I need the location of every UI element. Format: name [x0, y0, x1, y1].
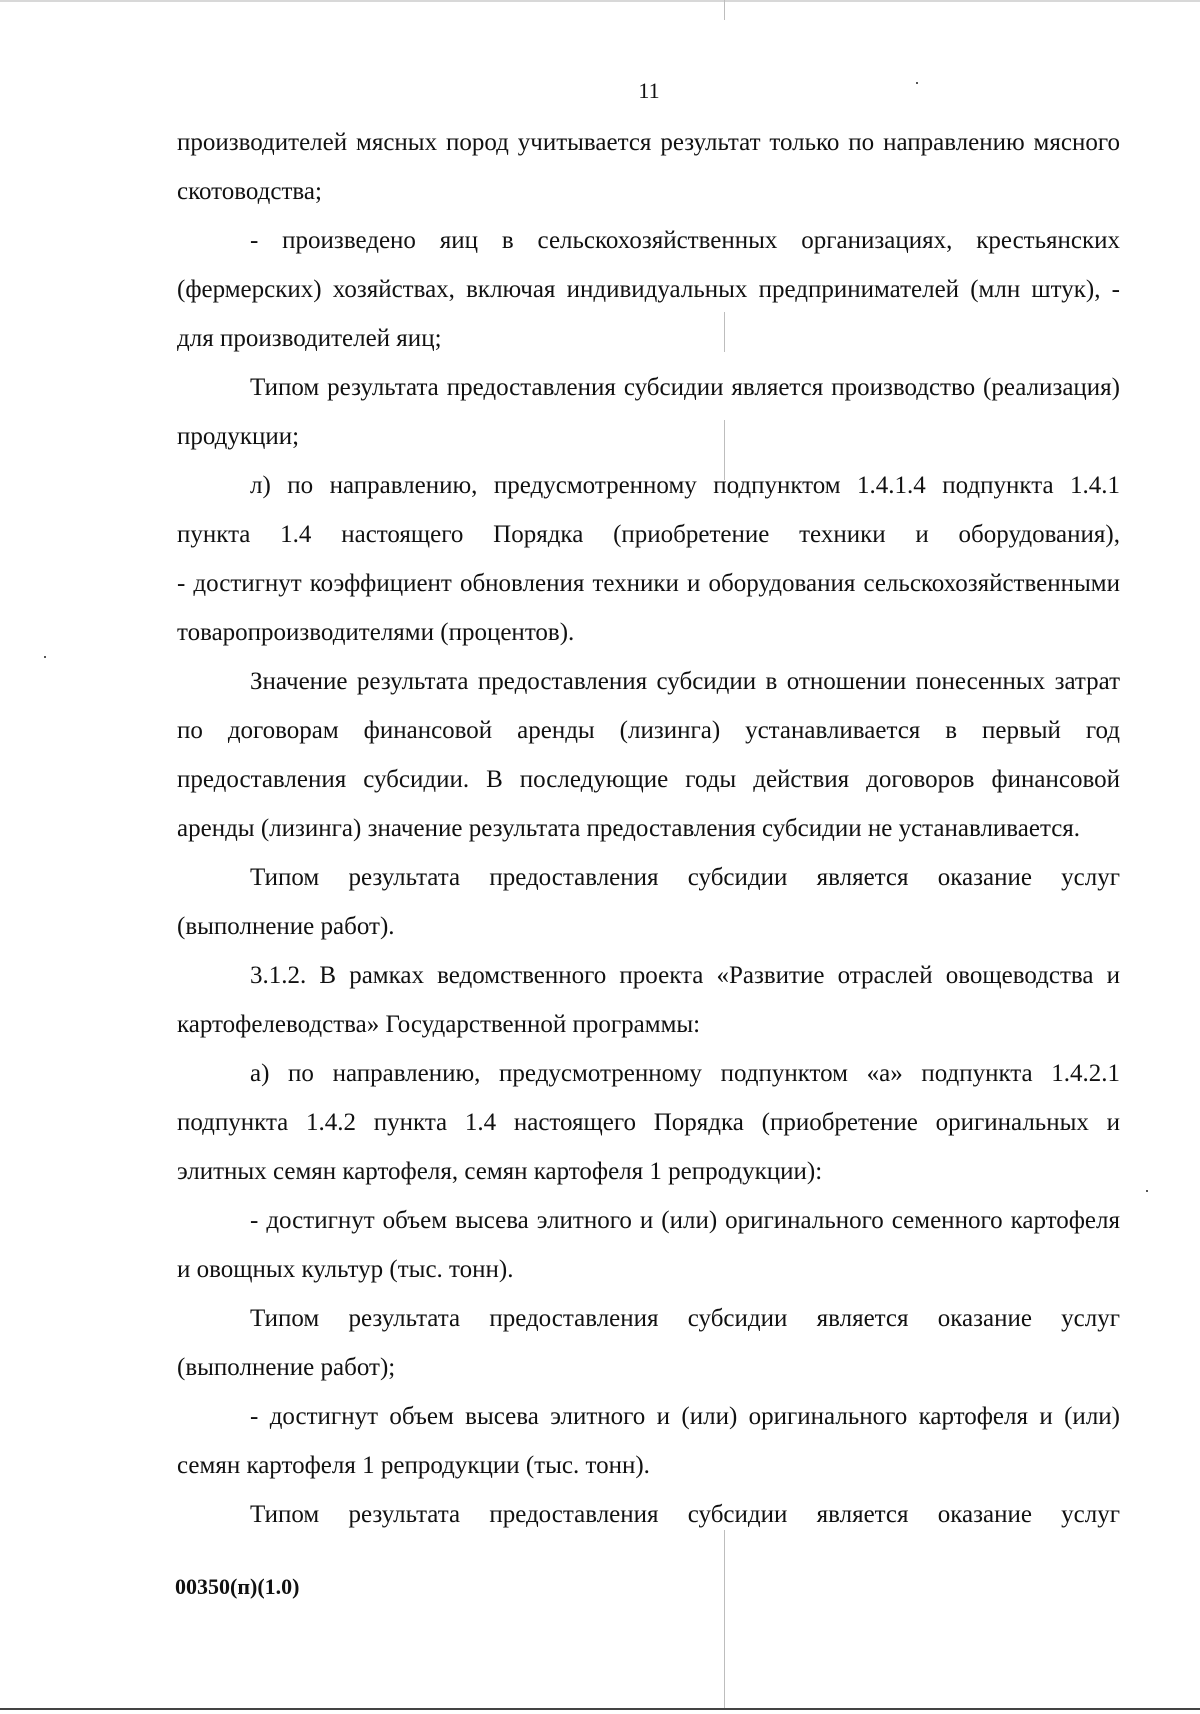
- paragraph: производителей мясных пород учитывается результат только по направлению мясного скотоводства;: [177, 129, 1120, 205]
- paragraph: - достигнут объем высева элитного и (или) оригинального картофеля и (или) семян картофеля 1 репродукции (тыс. тонн).: [177, 1403, 1120, 1479]
- paragraph: Типом результата предоставления субсидии является производство (реализация) продукции;: [177, 374, 1120, 450]
- document-code: 00350(п)(1.0): [175, 1574, 300, 1599]
- page-number: 11: [638, 78, 660, 103]
- scan-speck: [44, 656, 46, 658]
- paragraph: - произведено яиц в сельскохозяйственных организациях, крестьянских (фермерских) хозяйствах, включая индивидуальных предпринимателей (млн штук), - для производителей яиц;: [177, 227, 1120, 352]
- scan-fold-mark: [724, 1530, 725, 1710]
- scan-edge-top: [0, 0, 1200, 2]
- paragraph: Типом результата предоставления субсидии является оказание услуг (выполнение работ);: [177, 1305, 1120, 1381]
- scan-edge-bottom: [0, 1708, 1200, 1710]
- scan-fold-mark: [724, 0, 725, 20]
- paragraph: а) по направлению, предусмотренному подпунктом «а» подпункта 1.4.2.1 подпункта 1.4.2 пункта 1.4 настоящего Порядка (приобретение оригинальных и элитных семян картофеля, семян картофеля 1 репродукции):: [177, 1060, 1120, 1185]
- paragraph: - достигнут коэффициент обновления техники и оборудования сельскохозяйственными товаропроизводителями (процентов).: [177, 570, 1120, 646]
- paragraph: 3.1.2. В рамках ведомственного проекта «Развитие отраслей овощеводства и картофелеводства» Государственной программы:: [177, 962, 1120, 1038]
- paragraph: - достигнут объем высева элитного и (или) оригинального семенного картофеля и овощных культур (тыс. тонн).: [177, 1207, 1120, 1283]
- scan-speck: [1146, 1190, 1148, 1192]
- paragraph: Типом результата предоставления субсидии является оказание услуг: [250, 1501, 1120, 1528]
- paragraph: Значение результата предоставления субсидии в отношении понесенных затрат по договорам финансовой аренды (лизинга) устанавливается в первый год предоставления субсидии. В последующие годы действия договоров финансовой аренды (лизинга) значение результата предоставления субсидии не устанавливается.: [177, 668, 1120, 842]
- document-body: [177, 118, 1120, 1539]
- paragraph: Типом результата предоставления субсидии является оказание услуг (выполнение работ).: [177, 864, 1120, 940]
- paragraph: л) по направлению, предусмотренному подпунктом 1.4.1.4 подпункта 1.4.1 пункта 1.4 настоящего Порядка (приобретение техники и оборудования),: [177, 472, 1120, 548]
